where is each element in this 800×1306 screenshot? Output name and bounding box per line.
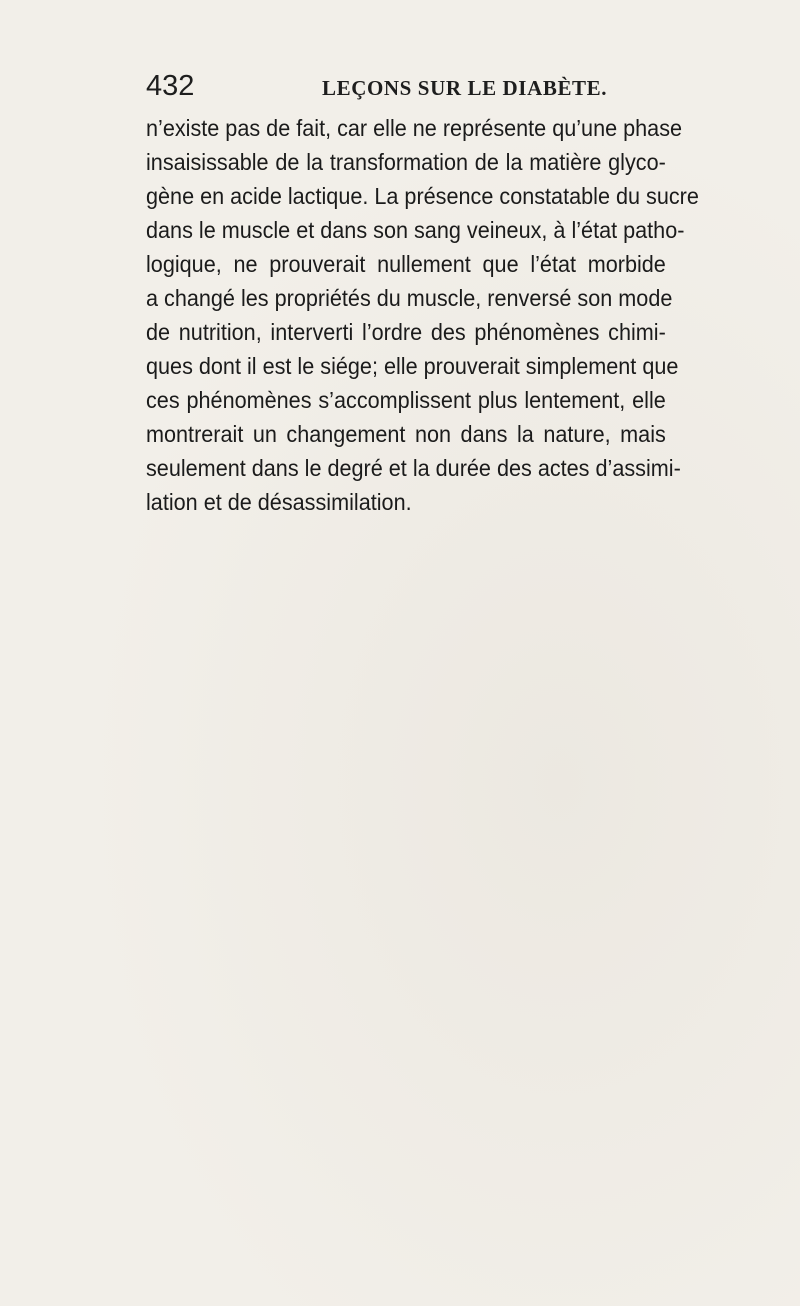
text-line: ces phénomènes s’accomplissent plus lentement, elle [146,387,666,413]
text-line: a changé les propriétés du muscle, renversé son mode [146,285,673,311]
body-paragraph [146,111,699,519]
text-line: n’existe pas de fait, car elle ne représente qu’une phase [146,115,683,141]
text-line-last: lation et de désassimilation. [146,489,412,515]
text-line: dans le muscle et dans son sang veineux, à l’état patho- [146,217,685,243]
text-line: ques dont il est le siége; elle prouverait simplement que [146,353,679,379]
page-number: 432 [146,70,195,102]
text-line: montrerait un changement non dans la nature, mais [146,421,666,447]
page-header [146,66,666,106]
text-line: seulement dans le degré et la durée des actes d’assimi- [146,455,681,481]
text-line: insaisissable de la transformation de la matière glyco- [146,149,666,175]
text-line: gène en acide lactique. La présence constatable du sucre [146,183,699,209]
text-line: de nutrition, interverti l’ordre des phénomènes chimi- [146,319,666,345]
running-title: LEÇONS SUR LE DIABÈTE. [322,76,608,100]
text-line: logique, ne prouverait nullement que l’état morbide [146,251,666,277]
